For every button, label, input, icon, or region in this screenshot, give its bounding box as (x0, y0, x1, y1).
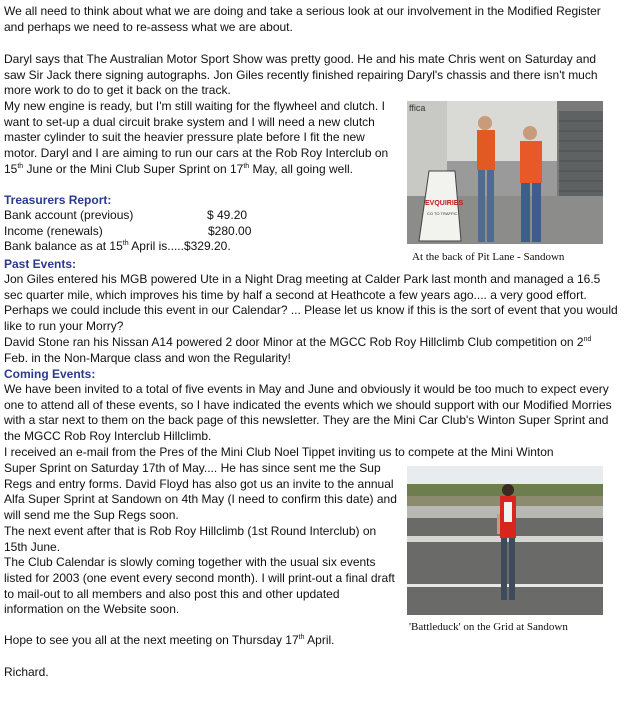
pit-lane-caption: At the back of Pit Lane - Sandown (412, 251, 565, 263)
pit-lane-photo (407, 101, 603, 244)
row-value: $280.00 (208, 223, 252, 238)
battleduck-photo (407, 466, 603, 615)
treasurer-table (4, 208, 251, 255)
treasurer-row (4, 224, 251, 240)
row-label: Income (renewals) (4, 223, 103, 238)
engine-paragraph: My new engine is ready, but I'm still waiting for the flywheel and clutch. I want to set-up a dual circuit brake system and I will need a new clutch master cylinder to suit the heavier pressure plate before I fit the new motor. Daryl and I are aiming to run our cars at the Rob Roy Interclub on 15th June or the Mini Club Super Sprint on 17th May, all going well. (4, 99, 389, 176)
club-calendar-paragraph: The Club Calendar is slowly coming together with the usual six events listed for 2003 (one event every second month). I will print-out a final draft to mail-out to all members and also post this and other updated information on the Website soon. (4, 555, 395, 617)
row-label: Bank account (previous) (4, 208, 134, 222)
battleduck-image (407, 466, 603, 615)
office-sign-text: ffica (409, 103, 426, 113)
coming-events-paragraph: We have been invited to a total of five events in May and June and obviously it would be too much to expect every one to attend all of these events, so I have indicated the events which we should support with our Modified Morries with a star next to them on the back page of this newsletter. They are the Mini Car Club's Winton Super Sprint and the MGCC Rob Roy Interclub Hillclimb. (4, 382, 612, 444)
intro-paragraph: We all need to think about what we are doing and take a serious look at our involvement in the Modified Register and perhaps we need to re-assess what we are about. (4, 4, 601, 34)
pit-lane-image (407, 101, 603, 244)
treasurers-report-heading: Treasurers Report: (4, 193, 112, 207)
past-events-heading: Past Events: (4, 257, 77, 271)
nissan-paragraph: David Stone ran his Nissan A14 powered 2 door Minor at the MGCC Rob Roy Hillclimb Club competition on 2nd Feb. in the Non-Marque class and won the Regularity! (4, 335, 592, 365)
treasurer-balance: Bank balance as at 15th April is.....$329.20. (4, 239, 231, 254)
past-events-paragraph: Jon Giles entered his MGB powered Ute in a Night Drag meeting at Calder Park last month and managed a 16.5 sec quarter mile, which improves his time by half a second at Heathcote a few years ago.... a very good effort. Perhaps we could include this event in our Calendar? ... Please let us know if this is the sort of event that you would like to run your Morry? (4, 272, 618, 334)
row-value: $ 49.20 (207, 208, 248, 222)
email-paragraph-rest: Super Sprint on Saturday 17th of May.... He has since sent me the Sup Regs and entry forms. David Floyd has also got us an invite to the annual Alfa Super Sprint at Sandown on 4th May (I need to confirm this date) and will send me the Sup Regs soon. (4, 461, 397, 523)
enquiries-sign-text: EVQUIRIES (425, 200, 464, 207)
coming-events-heading: Coming Events: (4, 367, 96, 381)
daryl-paragraph: Daryl says that The Australian Motor Sport Show was pretty good. He and his mate Chris went on Saturday and saw Sir Jack there signing autographs. Jon Giles recently finished repairing Daryl's chassis and there isn't much more work to do to get it back on the track. (4, 52, 598, 98)
email-paragraph-first-line: I received an e-mail from the Pres of the Mini Club Noel Tippet inviting us to compete at the Mini Winton (4, 445, 554, 459)
closing-paragraph: Hope to see you all at the next meeting on Thursday 17th April. (4, 633, 335, 647)
coming-events-wrapped-text (4, 461, 399, 618)
treasurer-row (4, 208, 251, 224)
signature: Richard. (4, 665, 49, 679)
sign-small-text: CO TO TRAFFIC (427, 211, 458, 216)
next-event-paragraph: The next event after that is Rob Roy Hillclimb (1st Round Interclub) on 15th June. (4, 523, 377, 554)
battleduck-caption: 'Battleduck' on the Grid at Sandown (409, 621, 568, 633)
